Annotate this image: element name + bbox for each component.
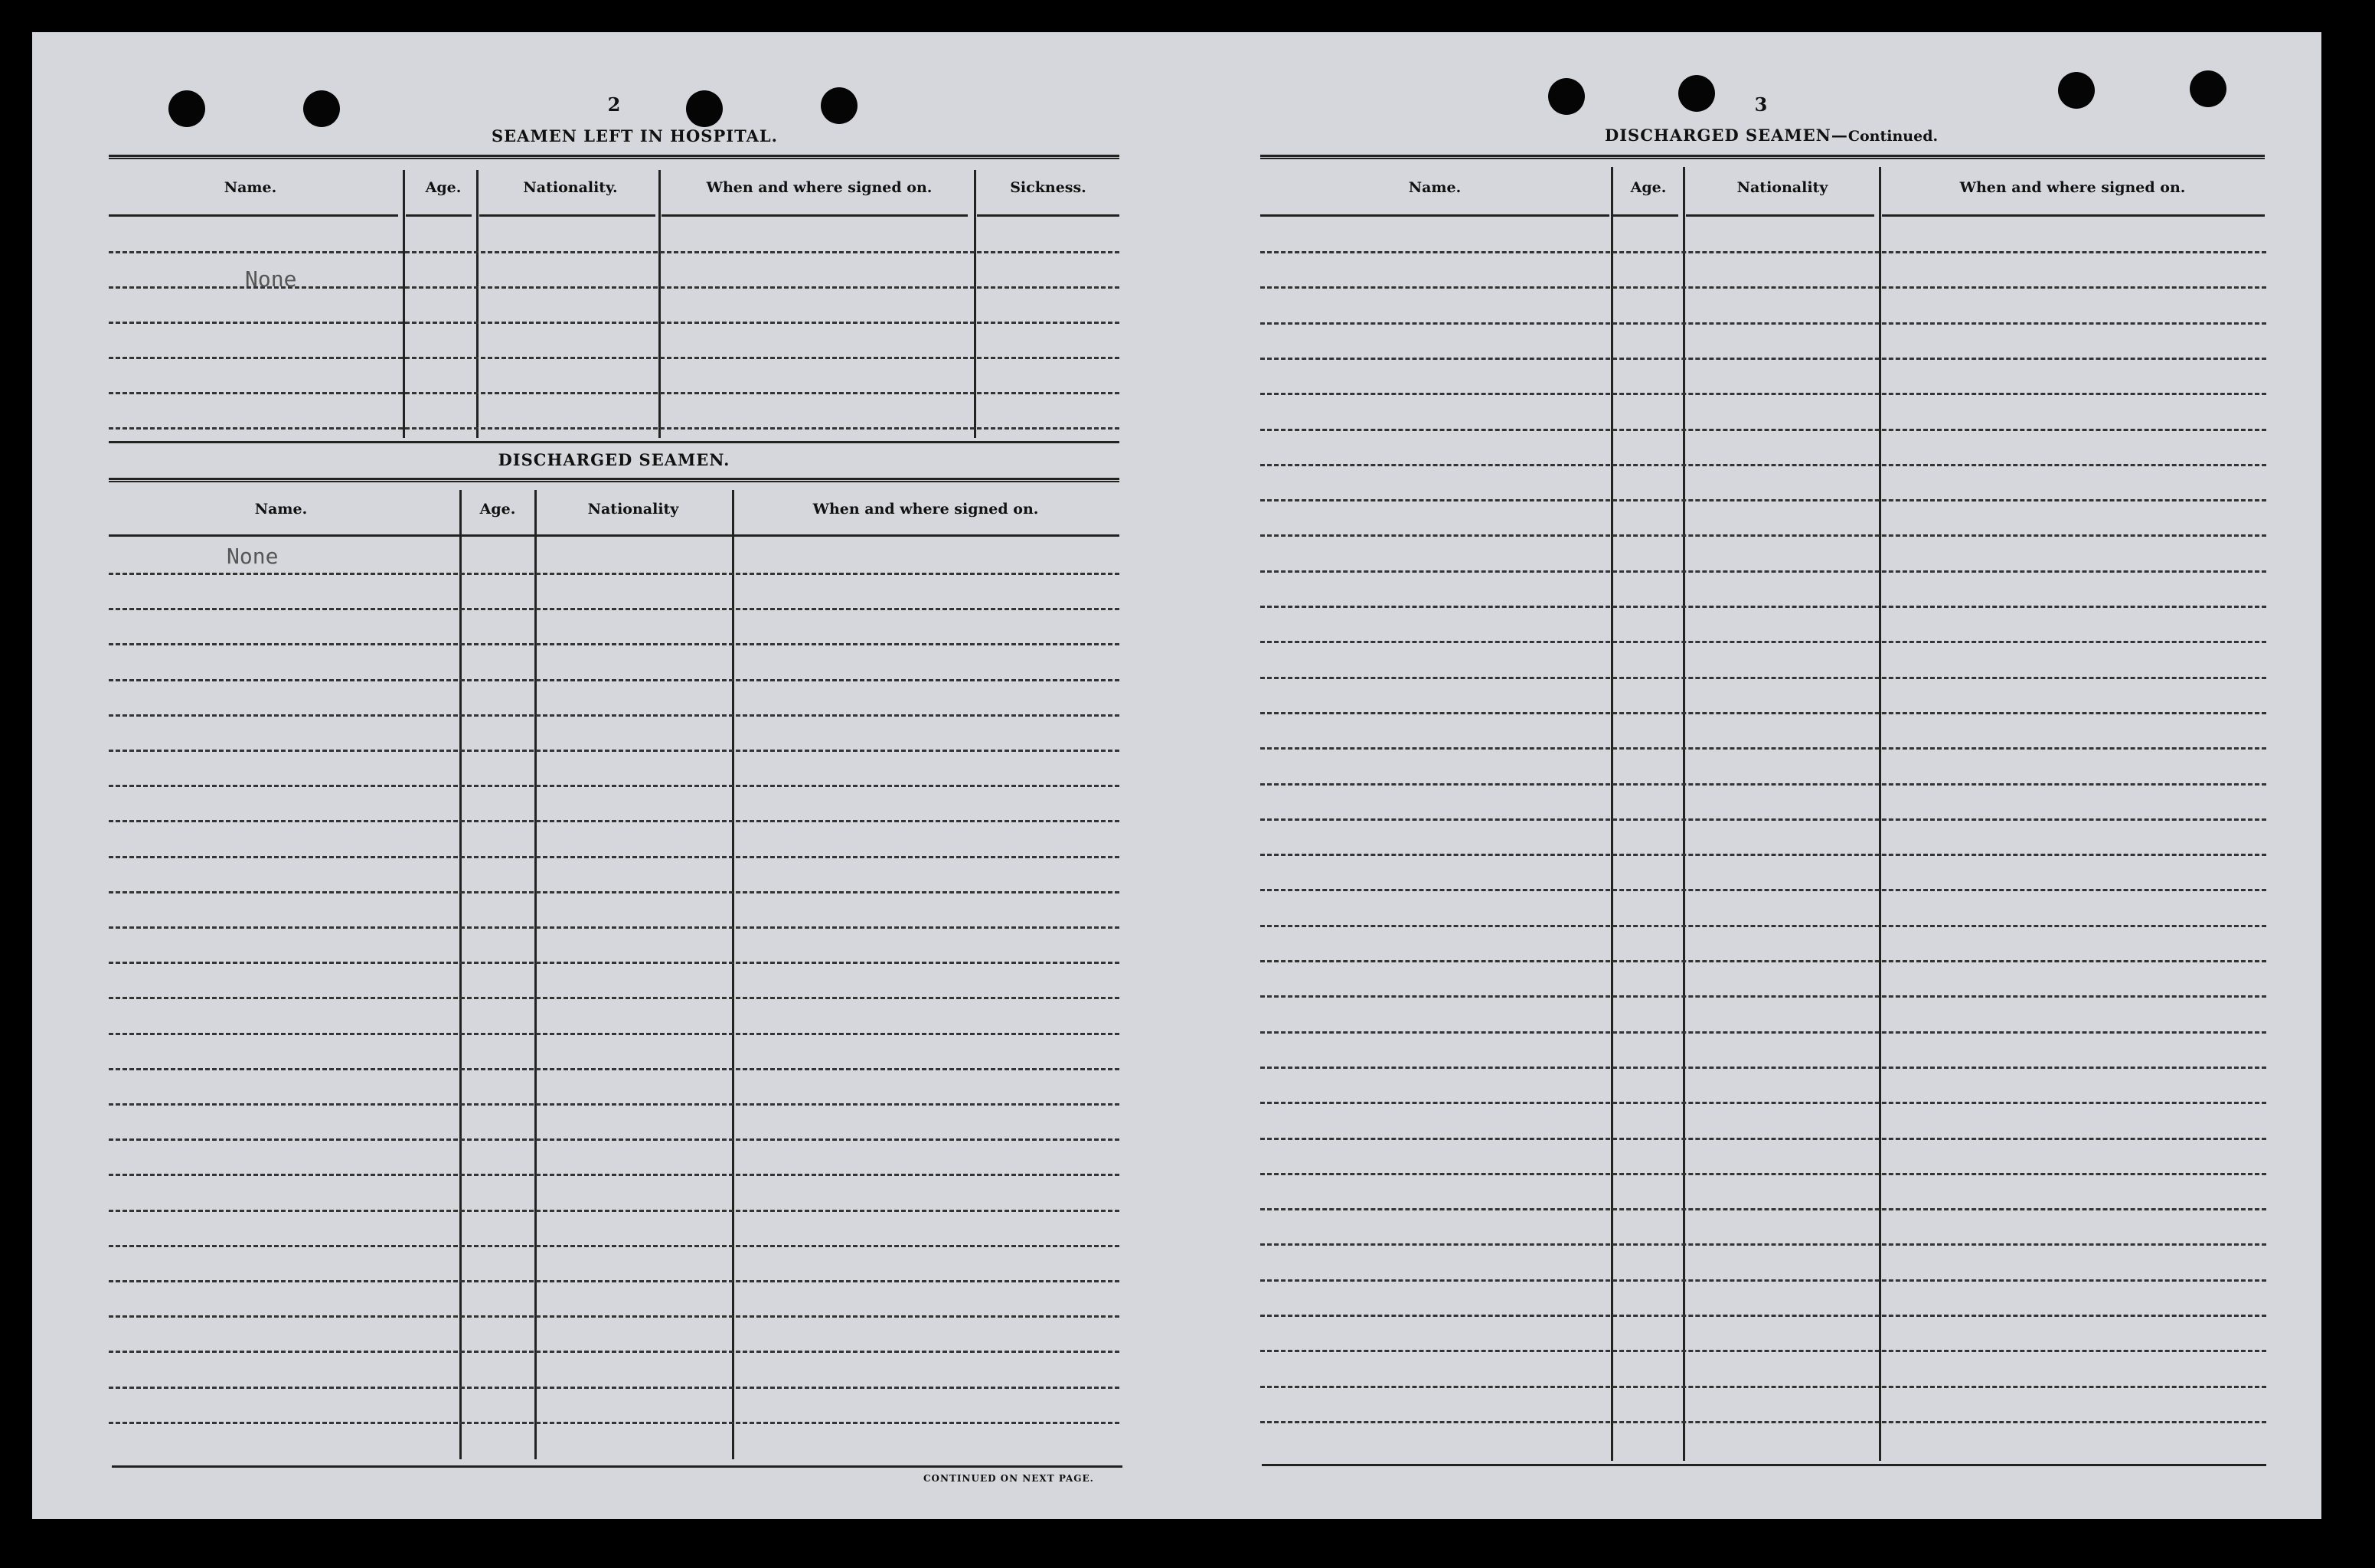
entry-line: [1260, 1138, 2266, 1140]
entry-line: [1260, 464, 2266, 466]
col-header-nationality: Nationality: [1736, 179, 1828, 196]
entry-line: [109, 392, 1119, 394]
entry-line: [1260, 251, 2266, 253]
entry-line: [109, 251, 1119, 253]
punch-hole: [686, 90, 723, 127]
entry-line: [109, 1103, 1119, 1106]
entry-line: [109, 891, 1119, 893]
col-header-name: Name.: [1408, 179, 1462, 196]
entry-line: [1260, 1031, 2266, 1034]
column-divider: [459, 490, 462, 1459]
column-divider: [974, 170, 976, 438]
entry-line: [1260, 747, 2266, 750]
page-number: 2: [607, 93, 621, 116]
entry-line: [109, 357, 1119, 359]
col-header-signed-on: When and where signed on.: [1959, 179, 2186, 196]
continued-note: CONTINUED ON NEXT PAGE.: [923, 1473, 1094, 1484]
entry-line: [1260, 286, 2266, 289]
document-sheet: [32, 32, 2321, 1519]
header-rule: [1612, 214, 1678, 217]
entry-line: [109, 997, 1119, 999]
column-divider: [658, 170, 661, 438]
entry-line: [1260, 1067, 2266, 1069]
entry-line: [109, 962, 1119, 964]
bottom-rule: [112, 1465, 1122, 1468]
entry-line: [109, 714, 1119, 717]
col-header-name: Name.: [254, 501, 308, 518]
column-divider: [534, 490, 537, 1459]
entry-line: [1260, 677, 2266, 679]
title-suffix: Continued.: [1847, 128, 1939, 145]
entry-line: [1260, 429, 2266, 431]
section-rule: [109, 441, 1119, 443]
punch-hole: [2058, 72, 2095, 109]
header-rule: [977, 214, 1119, 217]
entry-line: [1260, 854, 2266, 856]
discharged-continued-title: [1605, 126, 1938, 145]
double-rule: [1260, 155, 2265, 159]
punch-hole: [821, 87, 858, 124]
column-divider: [476, 170, 479, 438]
entry-line: [109, 1280, 1119, 1282]
entry-line: [1260, 960, 2266, 962]
entry-line: [109, 1068, 1119, 1070]
entry-line: [109, 427, 1119, 430]
hospital-section-title: SEAMEN LEFT IN HOSPITAL.: [492, 126, 778, 145]
entry-line: [1260, 393, 2266, 395]
entry-line: [109, 608, 1119, 610]
entry-line: [1260, 1421, 2266, 1423]
entry-line: [109, 1422, 1119, 1424]
column-divider: [732, 490, 734, 1459]
entry-line: [1260, 570, 2266, 573]
column-divider: [403, 170, 405, 438]
entry-line: [1260, 1173, 2266, 1175]
entry-line: [1260, 712, 2266, 714]
entry-line: [1260, 818, 2266, 821]
entry-line: [109, 1245, 1119, 1247]
header-rule: [1260, 214, 1609, 217]
entry-line: [109, 1033, 1119, 1035]
header-rule: [1882, 214, 2265, 217]
col-header-nationality: Nationality.: [523, 179, 618, 196]
entry-line: [109, 750, 1119, 752]
entry-line: [1260, 1386, 2266, 1388]
title-main: DISCHARGED SEAMEN—: [1605, 126, 1848, 145]
entry-line: [109, 820, 1119, 822]
header-rule: [109, 534, 1119, 537]
discharged-entry-text: None: [227, 544, 279, 569]
entry-line: [1260, 1243, 2266, 1246]
entry-line: [1260, 1350, 2266, 1352]
header-rule: [479, 214, 655, 217]
entry-line: [1260, 358, 2266, 360]
entry-line: [1260, 1102, 2266, 1104]
column-divider: [1611, 167, 1613, 1461]
punch-hole: [2190, 70, 2226, 107]
header-rule: [109, 214, 398, 217]
double-rule: [109, 155, 1119, 159]
col-header-age: Age.: [425, 179, 462, 196]
entry-line: [109, 1315, 1119, 1318]
entry-line: [1260, 1279, 2266, 1282]
entry-line: [109, 926, 1119, 929]
col-header-signed-on: When and where signed on.: [706, 179, 933, 196]
entry-line: [1260, 889, 2266, 891]
header-rule: [1686, 214, 1874, 217]
double-rule: [109, 478, 1119, 482]
entry-line: [109, 573, 1119, 575]
hospital-entry-text: None: [245, 266, 297, 292]
entry-line: [109, 1174, 1119, 1176]
col-header-sickness: Sickness.: [1010, 179, 1086, 196]
bottom-rule: [1262, 1464, 2266, 1466]
entry-line: [109, 1210, 1119, 1212]
page-number: 3: [1754, 93, 1768, 116]
col-header-age: Age.: [479, 501, 516, 518]
discharged-section-title: DISCHARGED SEAMEN.: [498, 450, 730, 469]
entry-line: [1260, 1315, 2266, 1317]
punch-hole: [1548, 78, 1585, 115]
col-header-name: Name.: [224, 179, 277, 196]
col-header-nationality: Nationality: [587, 501, 679, 518]
header-rule: [406, 214, 472, 217]
column-divider: [1879, 167, 1881, 1461]
column-divider: [1683, 167, 1685, 1461]
entry-line: [109, 856, 1119, 858]
header-rule: [662, 214, 968, 217]
entry-line: [109, 1387, 1119, 1389]
entry-line: [109, 1138, 1119, 1141]
entry-line: [1260, 606, 2266, 608]
entry-line: [109, 1351, 1119, 1353]
punch-hole: [1678, 75, 1715, 112]
entry-line: [1260, 995, 2266, 998]
entry-line: [109, 643, 1119, 645]
punch-hole: [168, 90, 205, 127]
entry-line: [109, 322, 1119, 324]
entry-line: [1260, 783, 2266, 786]
entry-line: [1260, 1208, 2266, 1210]
entry-line: [1260, 925, 2266, 927]
col-header-signed-on: When and where signed on.: [812, 501, 1039, 518]
entry-line: [1260, 534, 2266, 537]
entry-line: [1260, 641, 2266, 643]
entry-line: [1260, 322, 2266, 325]
entry-line: [109, 785, 1119, 787]
punch-hole: [303, 90, 340, 127]
col-header-age: Age.: [1630, 179, 1667, 196]
entry-line: [1260, 499, 2266, 501]
entry-line: [109, 679, 1119, 681]
